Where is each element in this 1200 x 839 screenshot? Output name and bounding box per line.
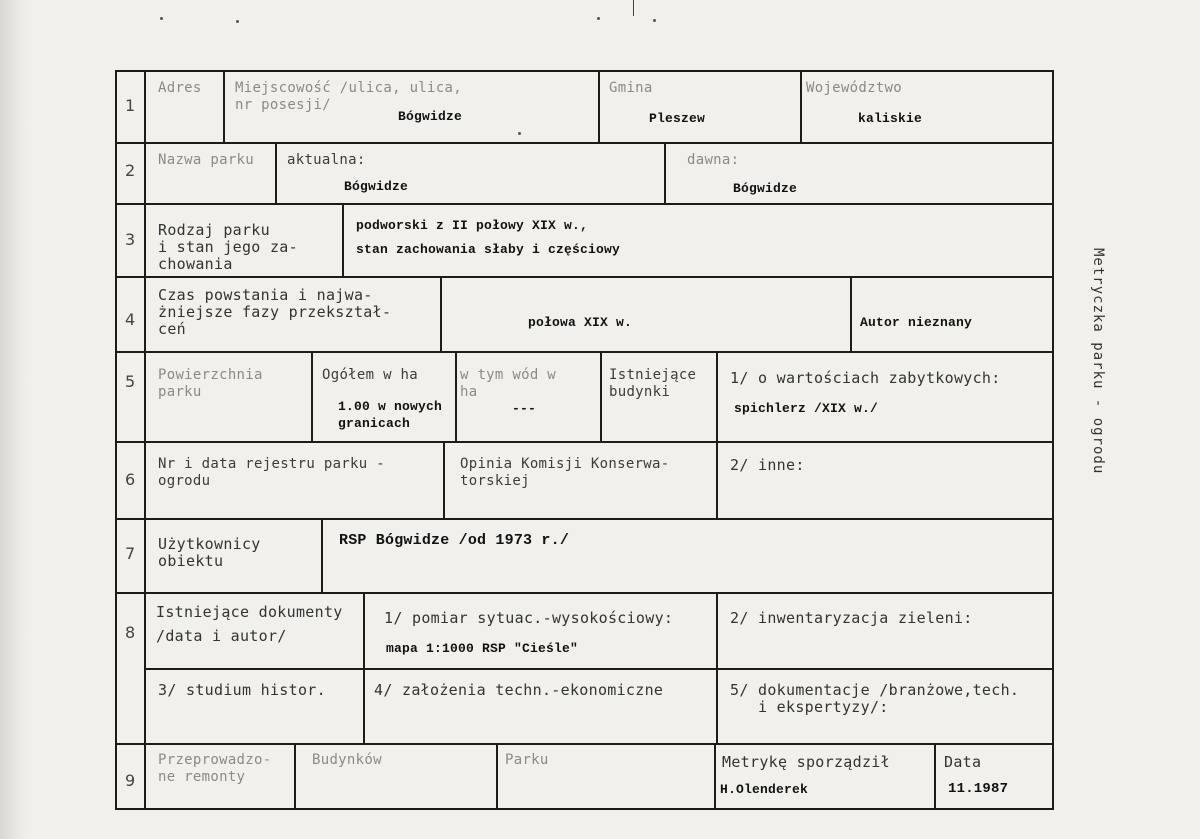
dust-speck — [597, 17, 600, 20]
buildings-label: Budynków — [312, 752, 382, 768]
voivodeship-value: kaliskie — [858, 111, 923, 126]
voivodeship-label: Województwo — [806, 80, 903, 96]
water-ha-label: w tym wód w ha — [460, 367, 557, 400]
other-label: 2/ inne: — [730, 456, 805, 474]
water-ha-value: --- — [512, 401, 537, 416]
locality-value: Bógwidze — [398, 109, 463, 124]
survey-value: mapa 1:1000 RSP "Cieśle" — [386, 641, 579, 656]
park-label: Parku — [505, 752, 549, 768]
locality-label: Miejscowość /ulica, ulica, nr posesji/ — [235, 80, 462, 113]
users-label: Użytkownicy obiektu — [158, 535, 261, 570]
address-label: Adres — [158, 80, 202, 96]
row-number-4: 4 — [125, 310, 136, 329]
side-title: Metryczka parku - ogrodu — [1090, 248, 1106, 475]
row-number-5: 5 — [125, 372, 136, 391]
row-number-9: 9 — [125, 771, 136, 790]
register-number-label: Nr i data rejestru parku - ogrodu — [158, 456, 385, 489]
area-label: Powierzchnia parku — [158, 367, 263, 400]
row-number-1: 1 — [125, 96, 136, 115]
row-number-2: 2 — [125, 161, 136, 180]
park-name-label: Nazwa parku — [158, 152, 255, 168]
tech-economic-label: 4/ założenia techn.-ekonomiczne — [374, 681, 664, 699]
row-number-7: 7 — [125, 544, 136, 563]
creation-period-value: połowa XIX w. — [528, 315, 633, 330]
former-name-value: Bógwidze — [733, 181, 798, 196]
historic-value-label: 1/ o wartościach zabytkowych: — [730, 369, 1001, 387]
total-ha-label: Ogółem w ha — [322, 367, 419, 383]
commune-label: Gmina — [609, 80, 653, 96]
row-number-8: 8 — [125, 623, 136, 642]
current-name-label: aktualna: — [287, 152, 366, 168]
dust-speck — [653, 19, 656, 22]
fold-mark — [633, 0, 634, 16]
prepared-by-value: H.Olenderek — [720, 782, 809, 797]
scan-edge-shadow — [0, 0, 30, 839]
total-ha-value: 1.00 w nowych granicach — [338, 399, 443, 431]
conservation-opinion-label: Opinia Komisji Konserwa- torskiej — [460, 456, 670, 489]
dust-speck — [160, 17, 163, 20]
row-number-3: 3 — [125, 230, 136, 249]
greenery-inventory-label: 2/ inwentaryzacja zieleni: — [730, 609, 973, 627]
former-name-label: dawna: — [687, 152, 740, 168]
park-type-label: Rodzaj parku i stan jego za- chowania — [158, 221, 298, 273]
historic-value-value: spichlerz /XIX w./ — [734, 401, 879, 416]
commune-value: Pleszew — [649, 111, 706, 126]
date-value: 11.1987 — [948, 781, 1009, 797]
documents-label: Istniejące dokumenty /data i autor/ — [156, 603, 343, 645]
current-name-value: Bógwidze — [344, 179, 409, 194]
users-value: RSP Bógwidze /od 1973 r./ — [339, 532, 570, 549]
dust-speck — [518, 132, 521, 135]
dust-speck — [236, 20, 239, 23]
creation-period-label: Czas powstania i najwa- żniejsze fazy przekształ- ceń — [158, 286, 392, 338]
prepared-by-label: Metrykę sporządził — [722, 753, 890, 771]
renovations-label: Przeprowadzo- ne remonty — [158, 752, 272, 785]
survey-label: 1/ pomiar sytuac.-wysokościowy: — [384, 609, 674, 627]
existing-buildings-label: Istniejące budynki — [609, 367, 697, 400]
author-value: Autor nieznany — [860, 315, 973, 330]
documentation-label: 5/ dokumentacje /branżowe,tech. i ekspertyzy/: — [730, 681, 1020, 716]
park-type-value: podworski z II połowy XIX w., stan zachowania słaby i częściowy — [356, 218, 621, 257]
historical-study-label: 3/ studium histor. — [158, 681, 326, 699]
date-label: Data — [944, 753, 982, 771]
row-number-6: 6 — [125, 470, 136, 489]
